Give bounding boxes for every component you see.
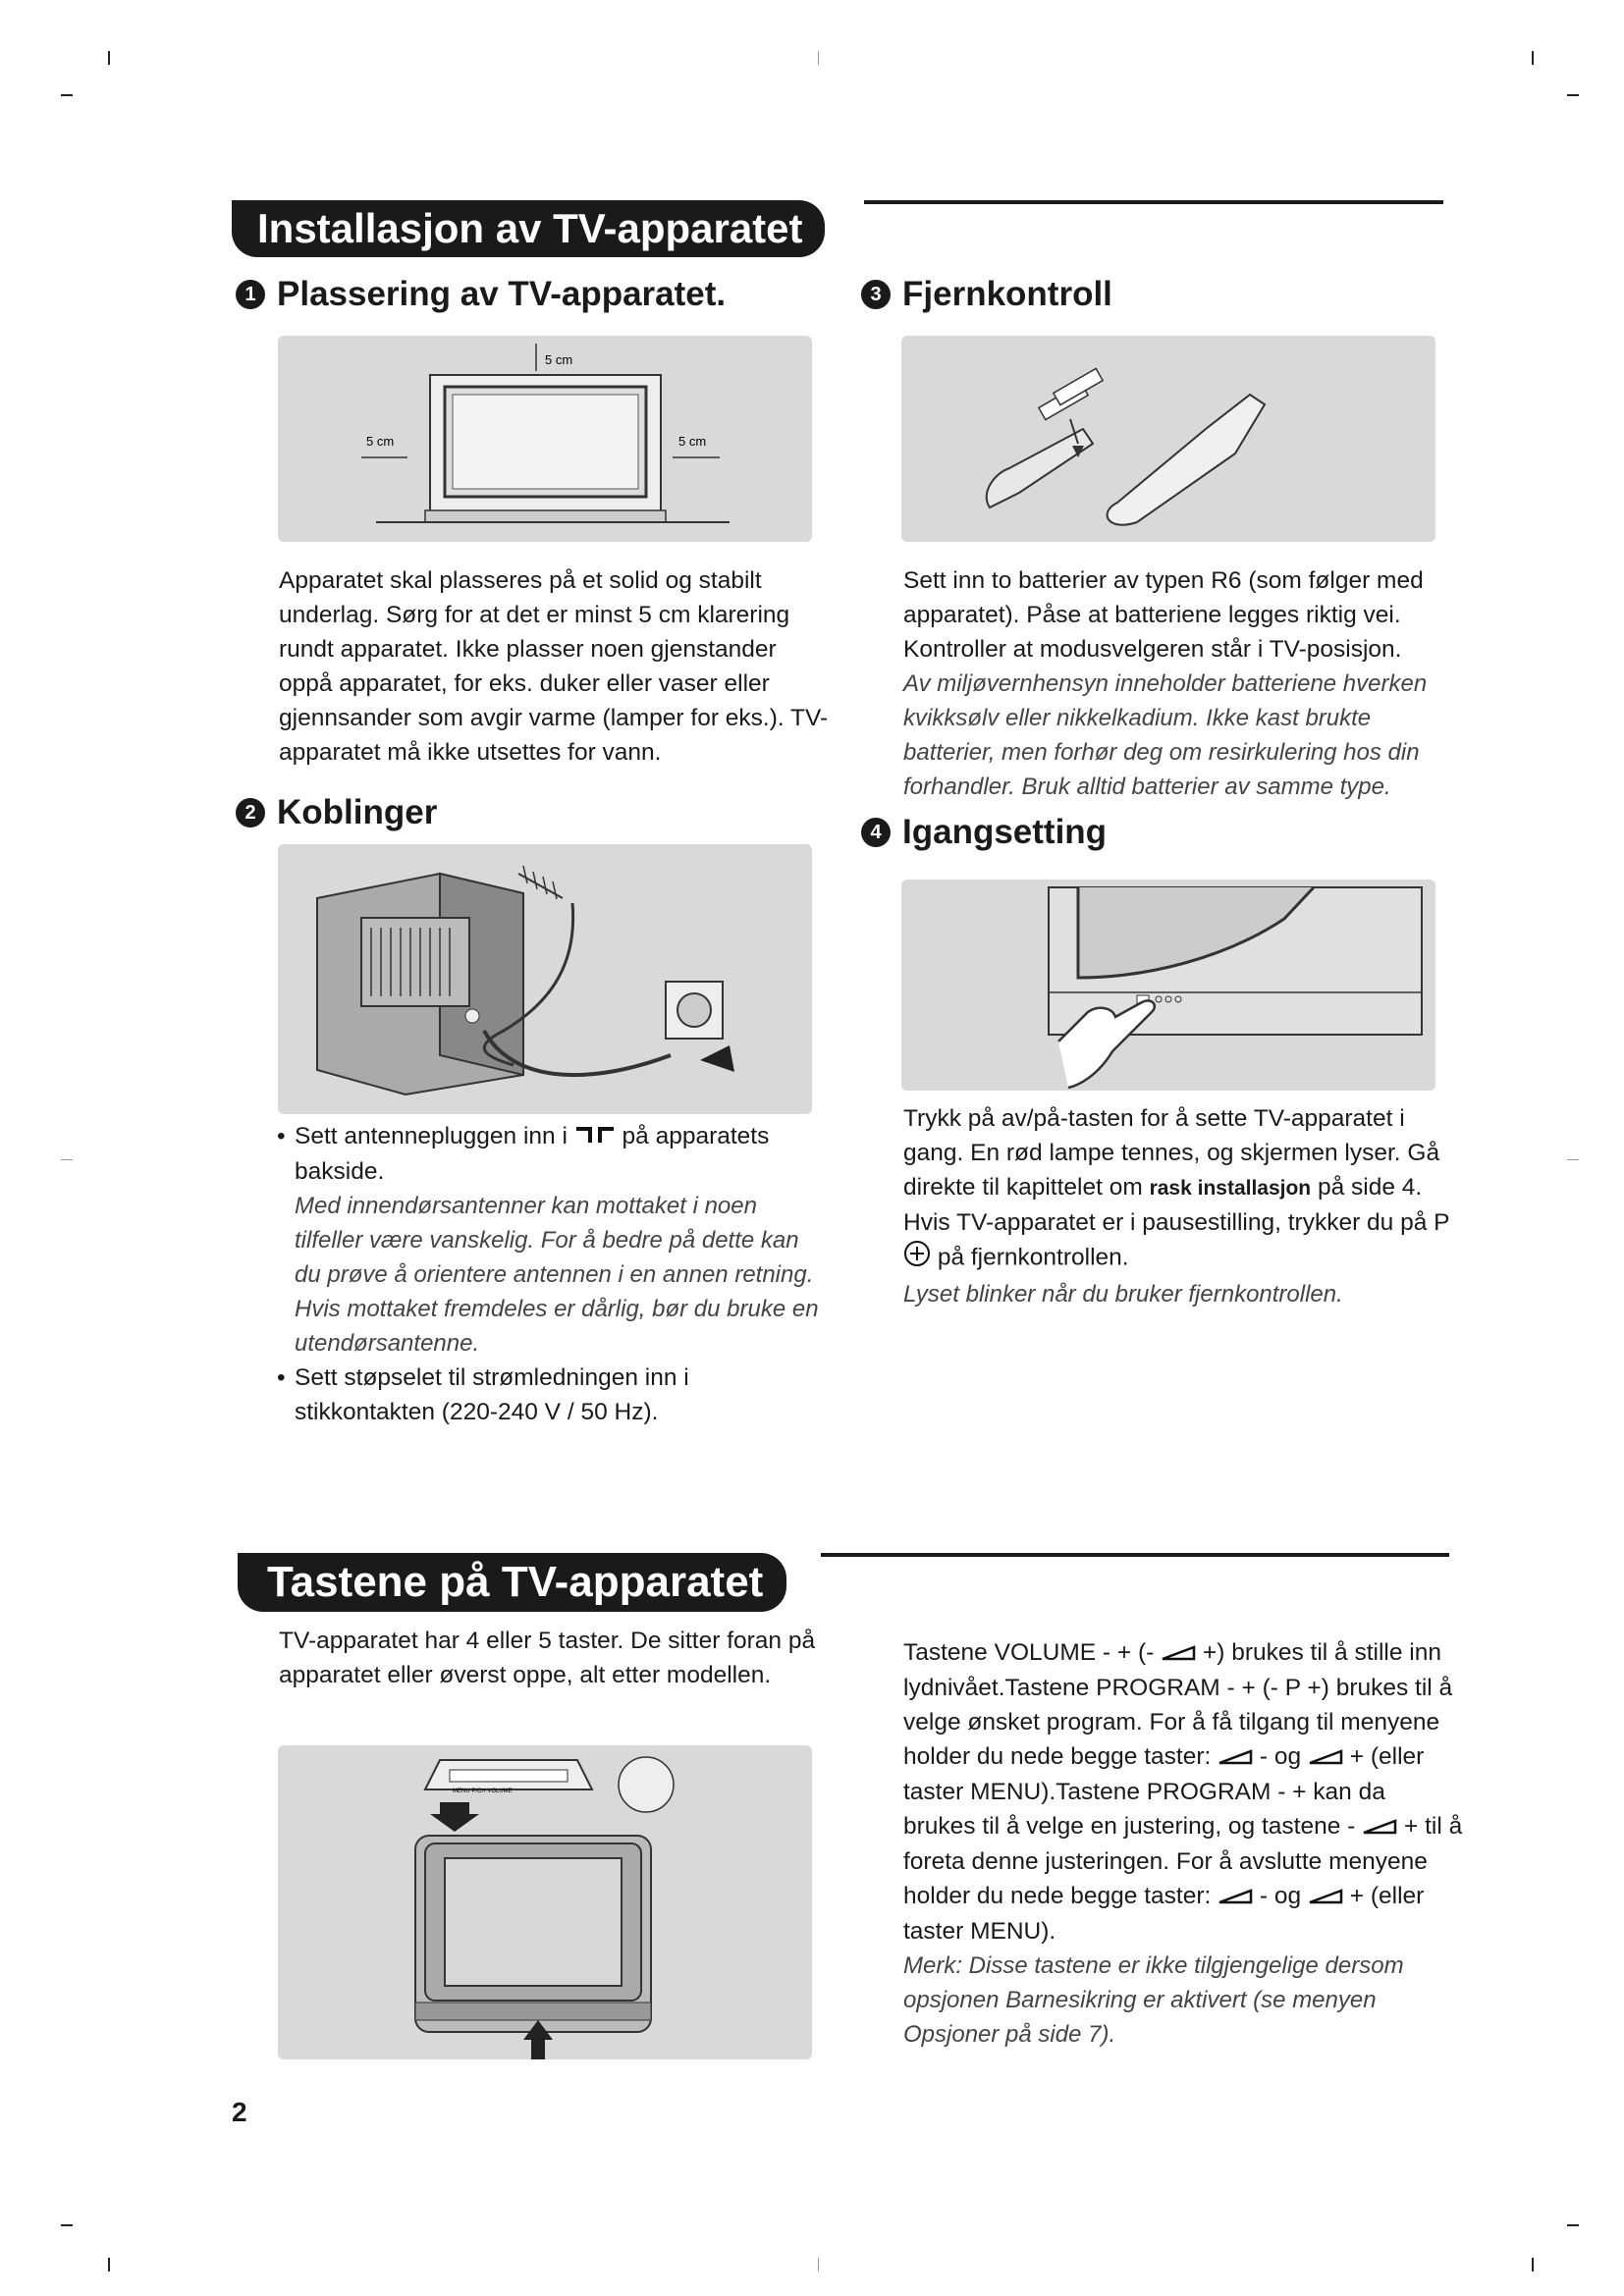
crop-mark bbox=[61, 1159, 73, 1160]
number-badge: 2 bbox=[236, 798, 265, 828]
startup-note: Lyset blinker når du bruker fjernkontrollen. bbox=[903, 1281, 1343, 1308]
keys-text bbox=[903, 1635, 1463, 1949]
keys-text-4: + (eller taster MENU).Tastene PROGRAM - + kan da brukes til å velge en justering, og tastene - bbox=[903, 1743, 1425, 1841]
heading-text: Plassering av TV-apparatet. bbox=[277, 275, 727, 313]
crop-mark bbox=[818, 51, 819, 65]
volume-icon bbox=[1218, 1740, 1253, 1775]
section-banner bbox=[238, 1553, 786, 1612]
section-heading-placement bbox=[236, 275, 726, 314]
number-badge: 4 bbox=[861, 818, 891, 847]
clearance-left-label: 5 cm bbox=[366, 434, 395, 449]
startup-text-b: på side 4. Hvis TV-apparatet er i pausestilling, trykker du på P bbox=[903, 1174, 1450, 1236]
power-bullet bbox=[277, 1361, 827, 1429]
crop-mark bbox=[1567, 94, 1579, 96]
section-heading-remote bbox=[861, 275, 1112, 314]
banner-rule bbox=[864, 200, 1443, 204]
banner-rule bbox=[821, 1553, 1449, 1557]
tv-keys-illustration bbox=[278, 1745, 812, 2059]
placement-paragraph bbox=[279, 563, 829, 770]
keys-description bbox=[903, 1635, 1463, 2052]
crop-mark bbox=[61, 2224, 73, 2226]
remote-illustration bbox=[901, 336, 1435, 542]
remote-note: Av miljøvernhensyn inneholder batteriene hverken kvikksølv eller nikkelkadium. Ikke kast brukte batterier, men forhør deg om resirkulering hos din forhandler. Bruk alltid batterier av samme type. bbox=[903, 670, 1428, 800]
section-heading-startup bbox=[861, 813, 1107, 852]
startup-text-c: på fjernkontrollen. bbox=[937, 1244, 1129, 1271]
startup-drawing bbox=[901, 880, 1435, 1091]
antenna-socket-icon bbox=[574, 1120, 616, 1154]
startup-text-a: Trykk på av/på-tasten for å sette TV-apparatet i gang. En rød lampe tennes, og skjermen lyser. Gå direkte til kapittelet om bbox=[903, 1105, 1440, 1201]
keys-intro bbox=[279, 1624, 829, 1692]
connections-illustration bbox=[278, 844, 812, 1114]
keys-text-5: + til å foreta denne justeringen. For å avslutte menyene holder du nede begge taster: bbox=[903, 1813, 1463, 1910]
tv-placement-drawing bbox=[278, 336, 812, 542]
connections-list bbox=[277, 1119, 827, 1429]
remote-text: Sett inn to batterier av typen R6 (som følger med apparatet). Påse at batteriene legges riktig vei. Kontroller at modusvelgeren står i TV-posisjon. bbox=[903, 567, 1424, 663]
banner-title: Installasjon av TV-apparatet bbox=[257, 205, 803, 251]
number-badge: 3 bbox=[861, 280, 891, 309]
power-text: Sett støpselet til strømledningen inn i stikkontakten (220-240 V / 50 Hz). bbox=[295, 1364, 689, 1426]
tv-placement-illustration bbox=[278, 336, 812, 542]
section-banner bbox=[232, 200, 825, 257]
crop-mark bbox=[1567, 1159, 1579, 1160]
crop-mark bbox=[61, 94, 73, 96]
keys-intro-text: TV-apparatet har 4 eller 5 taster. De sitter foran på apparatet eller øverst oppe, alt etter modellen. bbox=[279, 1628, 816, 1688]
heading-text: Igangsetting bbox=[902, 813, 1108, 851]
tv-keys-drawing bbox=[278, 1745, 812, 2059]
section-heading-connections bbox=[236, 793, 437, 832]
remote-drawing bbox=[901, 336, 1435, 542]
volume-icon bbox=[1218, 1880, 1253, 1914]
keys-label: MENU P/CH VOLUME bbox=[453, 1789, 513, 1794]
clearance-top-label: 5 cm bbox=[545, 352, 573, 367]
volume-icon bbox=[1308, 1880, 1343, 1914]
heading-text: Fjernkontroll bbox=[902, 275, 1112, 313]
number-badge: 1 bbox=[236, 280, 265, 309]
keys-text-6: - og bbox=[1259, 1883, 1302, 1910]
crop-mark bbox=[818, 2258, 819, 2271]
remote-paragraph bbox=[903, 563, 1463, 804]
volume-icon bbox=[1308, 1740, 1343, 1775]
plus-circle-icon bbox=[903, 1240, 931, 1277]
startup-paragraph bbox=[903, 1101, 1463, 1311]
antenna-note: Med innendørsantenner kan mottaket i noen tilfeller være vanskelig. For å bedre på dette kan du prøve å orientere antennen i en annen retning. Hvis mottaket fremdeles er dårlig, bør du bruke en utendørsantenne. bbox=[295, 1193, 819, 1358]
connections-drawing bbox=[278, 844, 812, 1114]
keys-text-1: Tastene VOLUME - + (- bbox=[903, 1639, 1155, 1666]
keys-text-3: - og bbox=[1259, 1743, 1302, 1771]
banner-title: Tastene på TV-apparatet bbox=[267, 1558, 764, 1606]
startup-illustration bbox=[901, 880, 1435, 1091]
crop-mark bbox=[108, 51, 110, 65]
keys-note: Merk: Disse tastene er ikke tilgjengelige dersom opsjonen Barnesikring er aktivert (se menyen Opsjoner på side 7). bbox=[903, 1952, 1404, 2049]
clearance-right-label: 5 cm bbox=[678, 434, 707, 449]
keys-text-7: + (eller taster MENU). bbox=[903, 1883, 1425, 1946]
heading-text: Koblinger bbox=[277, 793, 438, 831]
antenna-text-b: på apparatets bakside. bbox=[295, 1123, 770, 1186]
volume-icon bbox=[1161, 1636, 1196, 1671]
antenna-text-a: Sett antennepluggen inn i bbox=[295, 1123, 568, 1149]
crop-mark bbox=[108, 2258, 110, 2271]
crop-mark bbox=[1532, 51, 1534, 65]
keys-text-2: +) brukes til å stille inn lydnivået.Tastene PROGRAM - + (- P +) brukes til å velge ønsket program. For å få tilgang til menyene holder du nede begge taster: bbox=[903, 1639, 1453, 1771]
placement-text: Apparatet skal plasseres på et solid og stabilt underlag. Sørg for at det er minst 5 cm klarering rundt apparatet. Ikke plasser noen gjenstander oppå apparatet, for eks. duker eller vaser eller gjennsander som avgir varme (lamper for eks.). TV-apparatet må ikke utsettes for vann. bbox=[279, 567, 829, 766]
antenna-bullet bbox=[277, 1119, 827, 1189]
page-number: 2 bbox=[232, 2097, 247, 2127]
volume-icon bbox=[1362, 1810, 1397, 1844]
startup-text bbox=[903, 1101, 1463, 1277]
crop-mark bbox=[1532, 2258, 1534, 2271]
startup-text-bold: rask installasjon bbox=[1149, 1177, 1312, 1200]
crop-mark bbox=[1567, 2224, 1579, 2226]
